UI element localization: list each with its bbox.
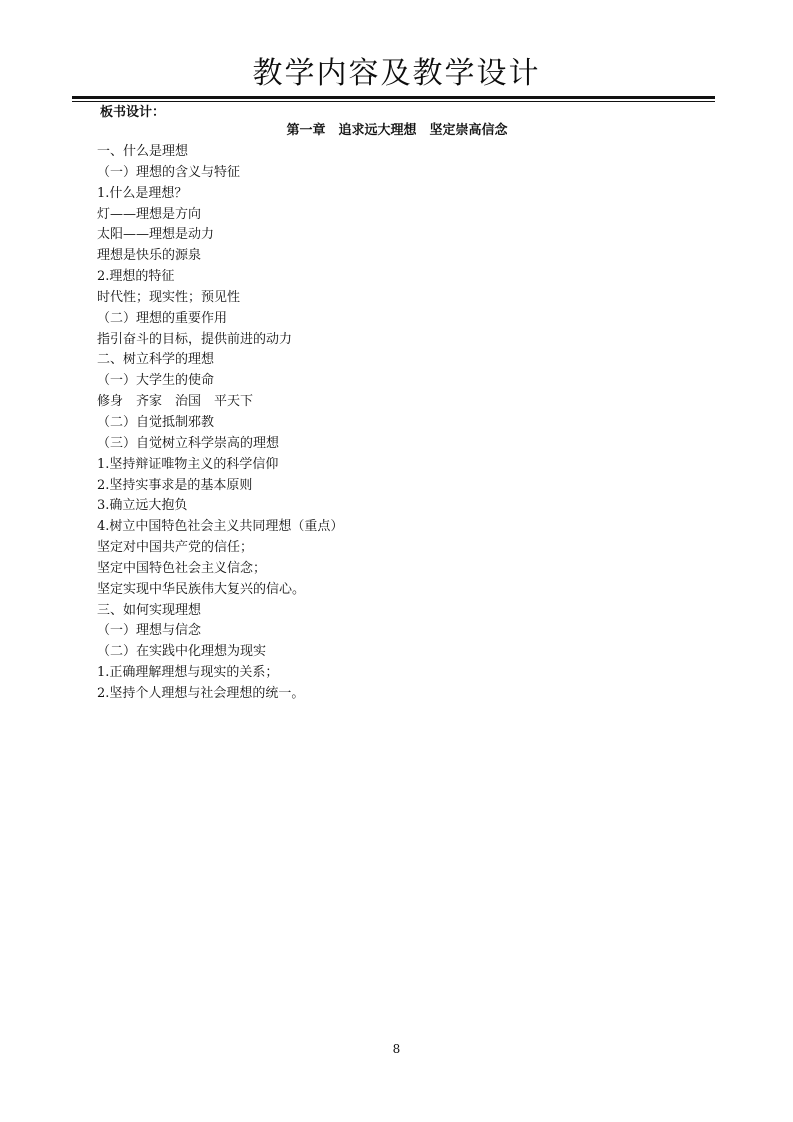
- board-design-label: 板书设计：: [100, 105, 166, 120]
- outline-line: 坚定中国特色社会主义信念；: [97, 560, 267, 576]
- outline-line: 三、如何实现理想: [97, 602, 202, 618]
- outline-line: 二、树立科学的理想: [97, 352, 215, 368]
- outline-line: 一、什么是理想: [97, 144, 189, 159]
- outline-line: （二）理想的重要作用: [97, 310, 228, 326]
- outline-line: 太阳——理想是动力: [97, 227, 215, 243]
- page-title: 教学内容及教学设计: [252, 56, 541, 91]
- outline-line: 时代性；现实性；预见性: [97, 289, 241, 305]
- outline-line: 灯——理想是方向: [97, 206, 202, 222]
- outline-line: 指引奋斗的目标，提供前进的动力: [97, 331, 293, 347]
- outline-line: 2.坚持个人理想与社会理想的统一。: [97, 685, 305, 701]
- outline-line: （三）自觉树立科学崇高的理想: [97, 435, 280, 451]
- outline-line: 修身 齐家 治国 平天下: [97, 394, 254, 410]
- outline-line: （一）理想与信念: [97, 623, 202, 639]
- outline-line: 3.确立远大抱负: [97, 498, 188, 514]
- chapter-title: 第一章 追求远大理想 坚定崇高信念: [286, 123, 508, 138]
- outline-line: 1.坚持辩证唯物主义的科学信仰: [97, 456, 279, 472]
- page-number: 8: [392, 1042, 401, 1056]
- outline-line: 2.坚持实事求是的基本原则: [97, 477, 253, 493]
- outline-line: 1.正确理解理想与现实的关系；: [97, 665, 279, 681]
- outline-line: （一）大学生的使命: [97, 373, 215, 389]
- outline-line: 坚定对中国共产党的信任；: [97, 540, 254, 556]
- outline-line: （二）自觉抵制邪教: [97, 414, 215, 430]
- outline-line: 坚定实现中华民族伟大复兴的信心。: [97, 581, 306, 597]
- outline-line: 4.树立中国特色社会主义共同理想（重点）: [97, 519, 344, 535]
- outline-line: （二）在实践中化理想为现实: [97, 644, 267, 660]
- outline-line: 理想是快乐的源泉: [97, 248, 202, 264]
- outline-list: [97, 142, 343, 705]
- header-divider-thick: [72, 96, 715, 99]
- outline-line: （一）理想的含义与特征: [97, 164, 241, 180]
- outline-line: 1.什么是理想？: [97, 185, 188, 201]
- outline-line: 2.理想的特征: [97, 269, 175, 285]
- header-divider-thin: [72, 101, 715, 102]
